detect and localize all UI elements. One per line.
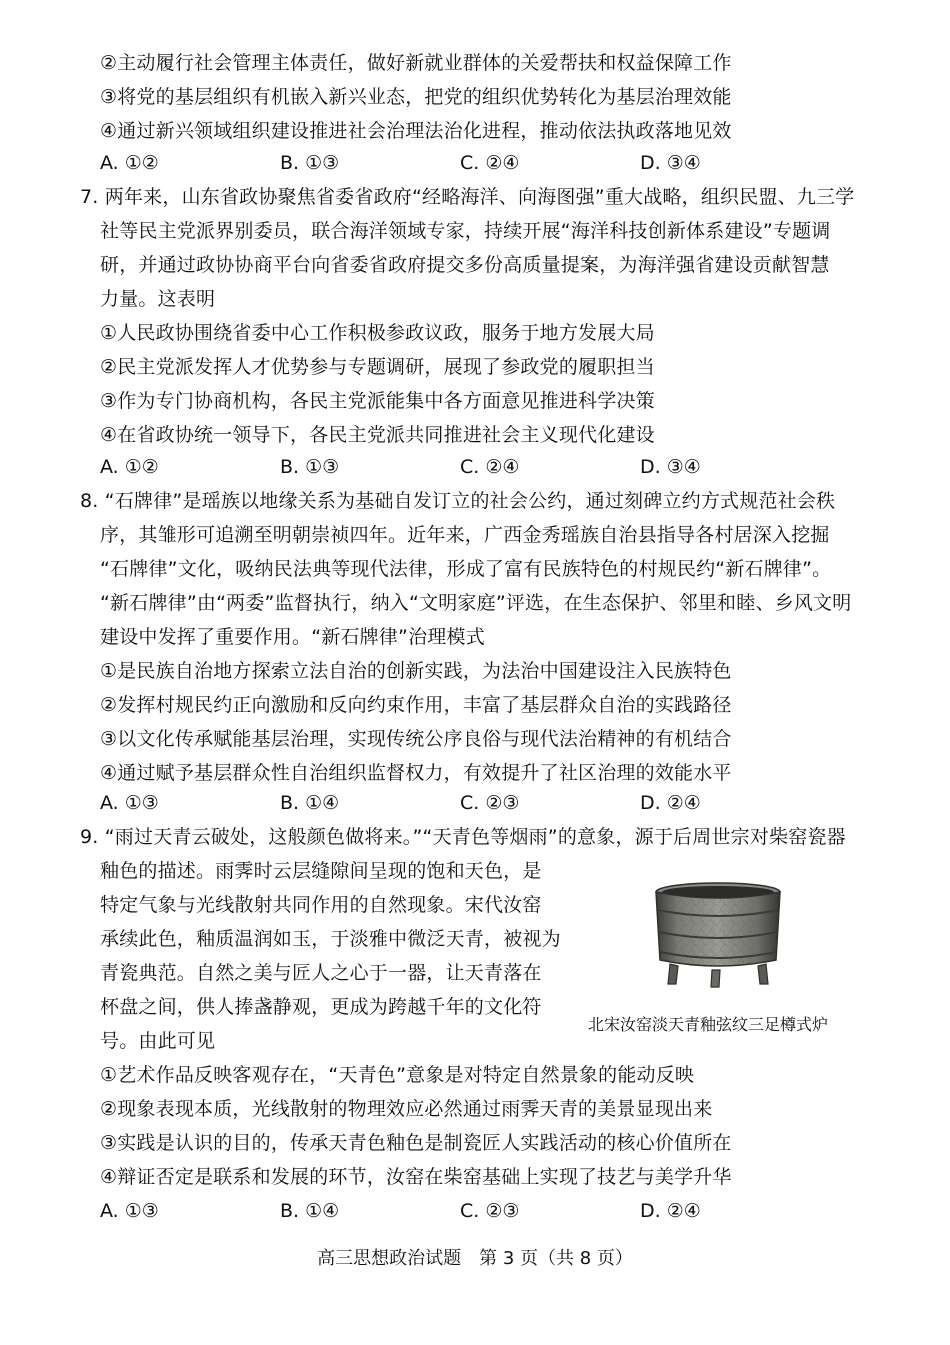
q9-option-d[interactable]: D. ②④ [640,1200,701,1222]
q8-stem-line-5: 建设中发挥了重要作用。“新石牌律”治理模式 [100,626,485,648]
q7-statement-1: ①人民政协围绕省委中心工作积极参政议政，服务于地方发展大局 [100,322,655,344]
q9-statement-1: ①艺术作品反映客观存在，“天青色”意象是对特定自然景象的能动反映 [100,1064,695,1086]
q9-options [100,1198,820,1224]
q9-stem-line-6: 杯盘之间，供人捧盏静观，更成为跨越千年的文化符 [100,996,542,1018]
q7-statement-4: ④在省政协统一领导下，各民主党派共同推进社会主义现代化建设 [100,424,655,446]
q6-statement-3: ③将党的基层组织有机嵌入新兴业态，把党的组织优势转化为基层治理效能 [100,86,732,108]
q9-stem-line-2: 釉色的描述。雨霁时云层缝隙间呈现的饱和天色，是 [100,860,542,882]
q7-stem-line-3: 研，并通过政协协商平台向省委省政府提交多份高质量提案，为海洋强省建设贡献智慧 [100,254,830,276]
q8-statement-1: ①是民族自治地方探索立法自治的创新实践，为法治中国建设注入民族特色 [100,660,732,682]
q7-stem-line-2: 社等民主党派界别委员，联合海洋领域专家，持续开展“海洋科技创新体系建设”专题调 [100,220,831,242]
q7-option-d[interactable]: D. ③④ [640,456,701,478]
q7-option-c[interactable]: C. ②④ [460,456,520,478]
q8-stem-line-3: “石牌律”文化，吸纳民法典等现代法律，形成了富有民族特色的村规民约“新石牌律”。 [100,558,832,580]
q7-stem-line-4: 力量。这表明 [100,288,216,310]
image-caption: 北宋汝窑淡天青釉弦纹三足樽式炉 [588,1015,829,1034]
q8-option-a[interactable]: A. ①③ [100,792,159,814]
q7-stem-line-1: 7. 两年来，山东省政协聚焦省委省政府“经略海洋、向海图强”重大战略，组织民盟、九三学 [80,186,855,208]
q9-stem-line-3: 特定气象与光线散射共同作用的自然现象。宋代汝窑 [100,894,542,916]
q9-stem-line-1: 9. “雨过天青云破处，这般颜色做将来。”“天青色等烟雨”的意象，源于后周世宗对柴窑瓷器 [80,826,846,848]
q7-statement-3: ③作为专门协商机构，各民主党派能集中各方面意见推进科学决策 [100,390,655,412]
q9-option-b[interactable]: B. ①④ [280,1200,340,1222]
q8-stem-line-4: “新石牌律”由“两委”监督执行，纳入“文明家庭”评选，在生态保护、邻里和睦、乡风文明 [100,592,852,614]
q6-option-d[interactable]: D. ③④ [640,152,701,174]
q7-option-b[interactable]: B. ①③ [280,456,340,478]
q9-option-a[interactable]: A. ①③ [100,1200,159,1222]
page-footer: 高三思想政治试题 第 3 页（共 8 页） [317,1248,633,1269]
q6-statement-2: ②主动履行社会管理主体责任，做好新就业群体的关爱帮扶和权益保障工作 [100,52,732,74]
q6-statement-4: ④通过新兴领域组织建设推进社会治理法治化进程，推动依法执政落地见效 [100,120,732,142]
q8-option-c[interactable]: C. ②③ [460,792,520,814]
q9-statement-2: ②现象表现本质，光线散射的物理效应必然通过雨霁天青的美景显现出来 [100,1098,713,1120]
q8-stem-line-2: 序，其雏形可追溯至明朝崇祯四年。近年来，广西金秀瑶族自治县指导各村居深入挖掘 [100,524,830,546]
q8-statement-4: ④通过赋予基层群众性自治组织监督权力，有效提升了社区治理的效能水平 [100,762,732,784]
q8-statement-2: ②发挥村规民约正向激励和反向约束作用，丰富了基层群众自治的实践路径 [100,694,732,716]
q8-stem-line-1: 8. “石牌律”是瑶族以地缘关系为基础自发订立的社会公约，通过刻碑立约方式规范社会秩 [80,490,836,512]
q9-stem-line-4: 承续此色，釉质温润如玉，于淡雅中微泛天青，被视为 [100,928,561,950]
q8-statement-3: ③以文化传承赋能基层治理，实现传统公序良俗与现代法治精神的有机结合 [100,728,732,750]
q6-option-c[interactable]: C. ②④ [460,152,520,174]
q8-options [100,790,820,816]
q8-option-b[interactable]: B. ①④ [280,792,340,814]
q6-options [100,150,820,176]
celadon-tripod-censer-image [648,880,788,990]
q7-option-a[interactable]: A. ①② [100,456,159,478]
q9-statement-4: ④辩证否定是联系和发展的环节，汝窑在柴窑基础上实现了技艺与美学升华 [100,1166,732,1188]
q8-option-d[interactable]: D. ②④ [640,792,701,814]
q6-option-a[interactable]: A. ①② [100,152,159,174]
q9-stem-line-7: 号。由此可见 [100,1030,216,1052]
q7-options [100,454,820,480]
q9-stem-line-5: 青瓷典范。自然之美与匠人之心于一器，让天青落在 [100,962,542,984]
q9-option-c[interactable]: C. ②③ [460,1200,520,1222]
q7-statement-2: ②民主党派发挥人才优势参与专题调研，展现了参政党的履职担当 [100,356,655,378]
q9-statement-3: ③实践是认识的目的，传承天青色釉色是制瓷匠人实践活动的核心价值所在 [100,1132,732,1154]
q6-option-b[interactable]: B. ①③ [280,152,340,174]
